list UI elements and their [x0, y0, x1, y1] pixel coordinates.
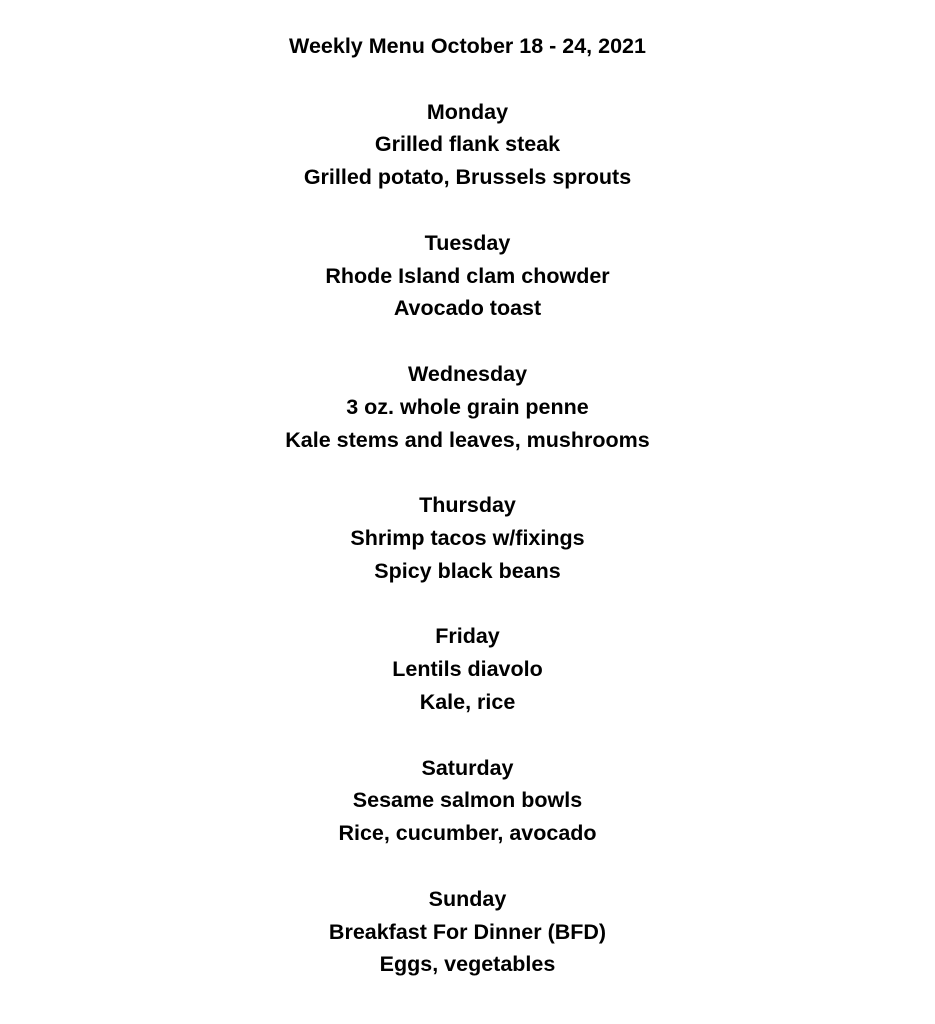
- day-name: Sunday: [428, 886, 507, 911]
- day-block-tuesday: [0, 227, 935, 325]
- side-dishes: Rice, cucumber, avocado: [338, 821, 597, 846]
- day-name: Thursday: [419, 493, 516, 518]
- main-dish: Lentils diavolo: [392, 657, 543, 682]
- main-dish: Grilled flank steak: [374, 132, 561, 157]
- day-name: Monday: [426, 99, 509, 124]
- menu-title: Weekly Menu October 18 - 24, 2021: [289, 34, 646, 58]
- side-dishes: Eggs, vegetables: [379, 952, 556, 977]
- day-name: Wednesday: [407, 361, 528, 386]
- side-dishes: Avocado toast: [393, 296, 542, 321]
- main-dish: Shrimp tacos w/fixings: [350, 525, 585, 550]
- day-block-saturday: [0, 752, 935, 850]
- day-name: Tuesday: [424, 230, 511, 255]
- day-name: Saturday: [421, 755, 514, 780]
- day-block-sunday: [0, 883, 935, 981]
- side-dishes: Spicy black beans: [374, 558, 561, 583]
- day-block-wednesday: [0, 358, 935, 456]
- day-name: Friday: [435, 624, 500, 649]
- side-dishes: Grilled potato, Brussels sprouts: [303, 165, 632, 190]
- main-dish: Sesame salmon bowls: [352, 788, 583, 813]
- side-dishes: Kale stems and leaves, mushrooms: [285, 427, 650, 452]
- day-block-friday: [0, 620, 935, 718]
- main-dish: 3 oz. whole grain penne: [346, 394, 589, 419]
- day-block-monday: [0, 96, 935, 194]
- main-dish: Rhode Island clam chowder: [325, 263, 610, 288]
- main-dish: Breakfast For Dinner (BFD): [328, 919, 607, 944]
- day-block-thursday: [0, 489, 935, 587]
- side-dishes: Kale, rice: [419, 689, 516, 714]
